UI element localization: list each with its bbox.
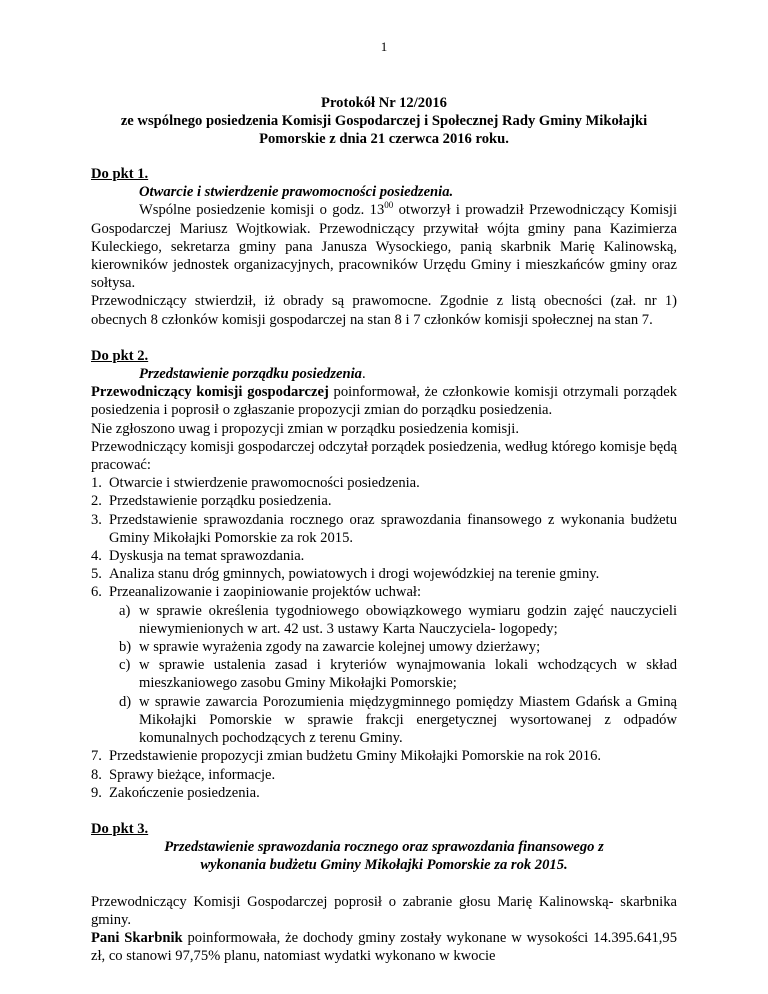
section-subheading-pkt3: Przedstawienie sprawozdania rocznego oraz sprawozdania finansowego z wykonania budżetu Gminy Mikołajki Pomorskie za rok 2015. bbox=[164, 839, 604, 874]
title-line-2: ze wspólnego posiedzenia Komisji Gospodarczej i Społecznej Rady Gminy Mikołajki bbox=[120, 113, 648, 130]
document-body bbox=[91, 165, 677, 965]
superscript: 00 bbox=[384, 200, 394, 211]
title-line-3: Pomorskie z dnia 21 czerwca 2016 roku. bbox=[259, 131, 509, 148]
agenda-item: 7. Przedstawienie propozycji zmian budżetu Gminy Mikołajki Pomorskie na rok 2016. bbox=[91, 748, 602, 765]
agenda-item: 4. Dyskusja na temat sprawozdania. bbox=[91, 548, 305, 565]
section-heading-pkt3: Do pkt 3. bbox=[91, 820, 149, 837]
paragraph: Przewodniczący komisji gospodarczej odczytał porządek posiedzenia, według którego komisje będą pracować: bbox=[91, 438, 677, 474]
agenda-item: 5. Analiza stanu dróg gminnych, powiatowych i drogi wojewódzkiej na terenie gminy. bbox=[91, 566, 600, 583]
paragraph: Wspólne posiedzenie komisji o godz. $13^{00}$ otworzył i prowadził Przewodniczący Komisji Gospodarczej Mariusz Wojtkowiak. Przewodniczący przywitał wójta gminy pana Kazimierza Kuleckiego, sekretarza gminy pana Janusza Wysockiego, panią skarbnik Marię Kalinowską, kierowników jednostek organizacyjnych, pracowników Urzędu Gminy i mieszkańców gminy oraz sołtysa. bbox=[91, 200, 677, 292]
sublist-item: d) w sprawie zawarcia Porozumienia międzygminnego pomiędzy Miastem Gdańsk a Gminą Mikołajki Pomorskie w sprawie frakcji energetycznej wysortowanej z odpadów komunalnych pochodzących z terenu Gminy. bbox=[119, 693, 677, 747]
agenda-item: 1. Otwarcie i stwierdzenie prawomocności posiedzenia. bbox=[91, 475, 420, 492]
section-subheading-pkt2: Przedstawienie porządku posiedzenia. bbox=[139, 366, 366, 383]
page-number: 1 bbox=[380, 39, 388, 54]
document-title bbox=[92, 94, 676, 149]
paragraph: Pani Skarbnik poinformowała, że dochody gminy zostały wykonane w wysokości 14.395.641,95 zł, co stanowi 97,75% planu, natomiast wydatki wykonano w kwocie bbox=[91, 929, 677, 965]
title-line-1: Protokół Nr 12/2016 bbox=[321, 95, 447, 111]
section-heading-pkt2: Do pkt 2. bbox=[91, 347, 149, 364]
resolution-sublist bbox=[109, 602, 677, 748]
paragraph: Nie zgłoszono uwag i propozycji zmian w porządku posiedzenia komisji. bbox=[91, 420, 519, 437]
section-heading-pkt1: Do pkt 1. bbox=[91, 166, 149, 182]
paragraph: Przewodniczący komisji gospodarczej poinformował, że członkowie komisji otrzymali porządek posiedzenia i poprosił o zgłaszanie propozycji zmian do porządku posiedzenia. bbox=[91, 384, 677, 419]
agenda-item: 6. Przeanalizowanie i zaopiniowanie projektów uchwał: a) w sprawie określenia tygodniowego obowiązkowego wymiaru godzin zajęć nauczycieli niewymienionych w art. 42 ust. 3 ustawy Karta Nauczyciela- logopedy; b) w sprawie wyrażenia zgody na zawarcie kolejnej umowy dzierżawy; c) w sprawie ustalenia zasad i kryteriów wynajmowania lokali wchodzących w skład mieszkaniowego zasobu Gminy Mikołajki Pomorskie; d) w sprawie zawarcia Porozumienia międzygminnego pomiędzy Miastem Gdańsk a Gminą Mikołajki Pomorskie w sprawie frakcji energetycznej wysortowanej z odpadów komunalnych pochodzących z terenu Gminy. bbox=[91, 584, 677, 747]
section-subheading-pkt1: Otwarcie i stwierdzenie prawomocności posiedzenia. bbox=[139, 184, 454, 201]
agenda-item: 2. Przedstawienie porządku posiedzenia. bbox=[91, 493, 332, 510]
sublist-item: b) w sprawie wyrażenia zgody na zawarcie kolejnej umowy dzierżawy; bbox=[119, 639, 541, 656]
paragraph: Przewodniczący Komisji Gospodarczej poprosił o zabranie głosu Marię Kalinowską- skarbnika gminy. bbox=[91, 893, 677, 928]
agenda-list bbox=[91, 474, 677, 802]
agenda-item: 9. Zakończenie posiedzenia. bbox=[91, 784, 260, 801]
paragraph: Przewodniczący stwierdził, iż obrady są prawomocne. Zgodnie z listą obecności (zał. nr 1) obecnych 8 członków komisji gospodarczej na stan 8 i 7 członków komisji społecznej na stan 7. bbox=[91, 293, 677, 328]
agenda-item: 3. Przedstawienie sprawozdania rocznego oraz sprawozdania finansowego z wykonania budżetu Gminy Mikołajki Pomorskie za rok 2015. bbox=[91, 511, 677, 546]
sublist-item: a) w sprawie określenia tygodniowego obowiązkowego wymiaru godzin zajęć nauczycieli niewymienionych w art. 42 ust. 3 ustawy Karta Nauczyciela- logopedy; bbox=[119, 602, 677, 637]
agenda-item: 8. Sprawy bieżące, informacje. bbox=[91, 766, 276, 783]
sublist-item: c) w sprawie ustalenia zasad i kryteriów wynajmowania lokali wchodzących w skład mieszkaniowego zasobu Gminy Mikołajki Pomorskie; bbox=[119, 657, 677, 692]
